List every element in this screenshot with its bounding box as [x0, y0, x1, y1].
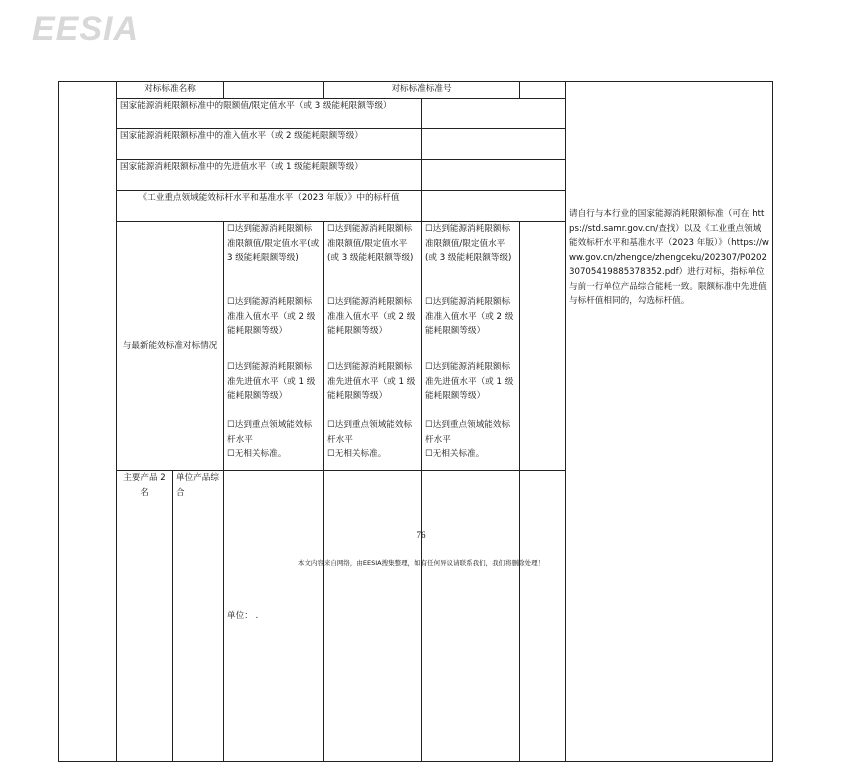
footer-disclaimer: 本文内容来自网络，由EESIA搜集整理，如有任何异议请联系我们，我们将删除处理！ — [297, 559, 545, 567]
option-entry-level-checkbox[interactable]: ☐达到能源消耗限额标准准入值水平（或 2 级能耗限额等级） — [425, 297, 514, 336]
eesia-logo: EESIA — [32, 10, 140, 48]
limit-level-3-value[interactable] — [422, 99, 566, 129]
option-no-standard-checkbox[interactable]: ☐无相关标准。 — [227, 449, 287, 459]
option-column-1 — [224, 222, 324, 471]
product-2-value-1[interactable] — [324, 471, 422, 762]
table-row — [59, 82, 773, 99]
benchmark-name-value[interactable] — [224, 82, 324, 99]
instruction-note: 请自行与本行业的国家能源消耗限额标准（可在 https://std.samr.gov.cn/查找）以及《工业重点领域能效标杆水平和基准水平（2023 年版）》（https://www.gov.cn/zhengce/zhengceku/202307/P020230705419885378352.pdf）进行对标，指标单位与前一行单位产品综合能耗一致。限额标准中先进值与标杆值相同的，勾选标杆值。 — [566, 82, 773, 762]
advanced-level-1-label: 国家能源消耗限额标准中的先进值水平（或 1 级能耗限额等级） — [117, 160, 422, 191]
option-limit-level-checkbox[interactable]: ☐达到能源消耗限额标准限额值/限定值水平(或 3 级能耗限额等级) — [327, 224, 414, 263]
benchmark-number-label: 对标标准标准号 — [324, 82, 520, 99]
entry-level-2-label: 国家能源消耗限额标准中的准入值水平（或 2 级能耗限额等级） — [117, 129, 422, 160]
unit-value: . — [255, 610, 259, 621]
product-2-label: 主要产品 2 名 — [117, 471, 173, 762]
option-entry-level-checkbox[interactable]: ☐达到能源消耗限额标准准入值水平（或 2 级能耗限额等级） — [327, 297, 416, 336]
option-column-3 — [422, 222, 520, 471]
product-2-value-3[interactable] — [520, 471, 566, 762]
entry-level-2-value[interactable] — [422, 129, 566, 160]
option-limit-level-checkbox[interactable]: ☐达到能源消耗限额标准限额值/限定值水平(或 3 级能耗限额等级) — [425, 224, 512, 263]
option-column-2 — [324, 222, 422, 471]
benchmark-table — [58, 81, 773, 762]
advanced-level-1-value[interactable] — [422, 160, 566, 191]
unit-label: 单位： — [227, 610, 253, 621]
benchmark-name-label: 对标标准名称 — [117, 82, 224, 99]
option-key-field-checkbox[interactable]: ☐达到重点领域能效标杆水平 — [327, 420, 413, 445]
unit-field[interactable] — [224, 471, 324, 762]
option-key-field-checkbox[interactable]: ☐达到重点领域能效标杆水平 — [227, 420, 313, 445]
blank-cell — [59, 82, 117, 762]
option-advanced-level-checkbox[interactable]: ☐达到能源消耗限额标准先进值水平（或 1 级能耗限额等级） — [227, 362, 316, 401]
key-field-benchmark-value[interactable] — [422, 191, 566, 222]
unit-consumption-label: 单位产品综合 — [173, 471, 224, 762]
limit-level-3-label: 国家能源消耗限额标准中的限额值/限定值水平（或 3 级能耗限额等级） — [117, 99, 422, 129]
option-limit-level-checkbox[interactable]: ☐达到能源消耗限额标准限额值/限定值水平(或 3 级能耗限额等级) — [227, 224, 320, 263]
comparison-label: 与最新能效标准对标情况 — [117, 222, 224, 471]
option-entry-level-checkbox[interactable]: ☐达到能源消耗限额标准准入值水平（或 2 级能耗限额等级） — [227, 297, 316, 336]
option-column-4[interactable] — [520, 222, 566, 471]
option-no-standard-checkbox[interactable]: ☐无相关标准。 — [327, 449, 387, 459]
option-key-field-checkbox[interactable]: ☐达到重点领域能效标杆水平 — [425, 420, 511, 445]
benchmark-number-value[interactable] — [520, 82, 566, 99]
option-advanced-level-checkbox[interactable]: ☐达到能源消耗限额标准先进值水平（或 1 级能耗限额等级） — [425, 362, 514, 401]
option-no-standard-checkbox[interactable]: ☐无相关标准。 — [425, 449, 485, 459]
key-field-benchmark-label: 《工业重点领域能效标杆水平和基准水平（2023 年版）》中的标杆值 — [117, 191, 422, 222]
page-number: 76 — [416, 530, 426, 540]
product-2-value-2[interactable] — [422, 471, 520, 762]
option-advanced-level-checkbox[interactable]: ☐达到能源消耗限额标准先进值水平（或 1 级能耗限额等级） — [327, 362, 416, 401]
